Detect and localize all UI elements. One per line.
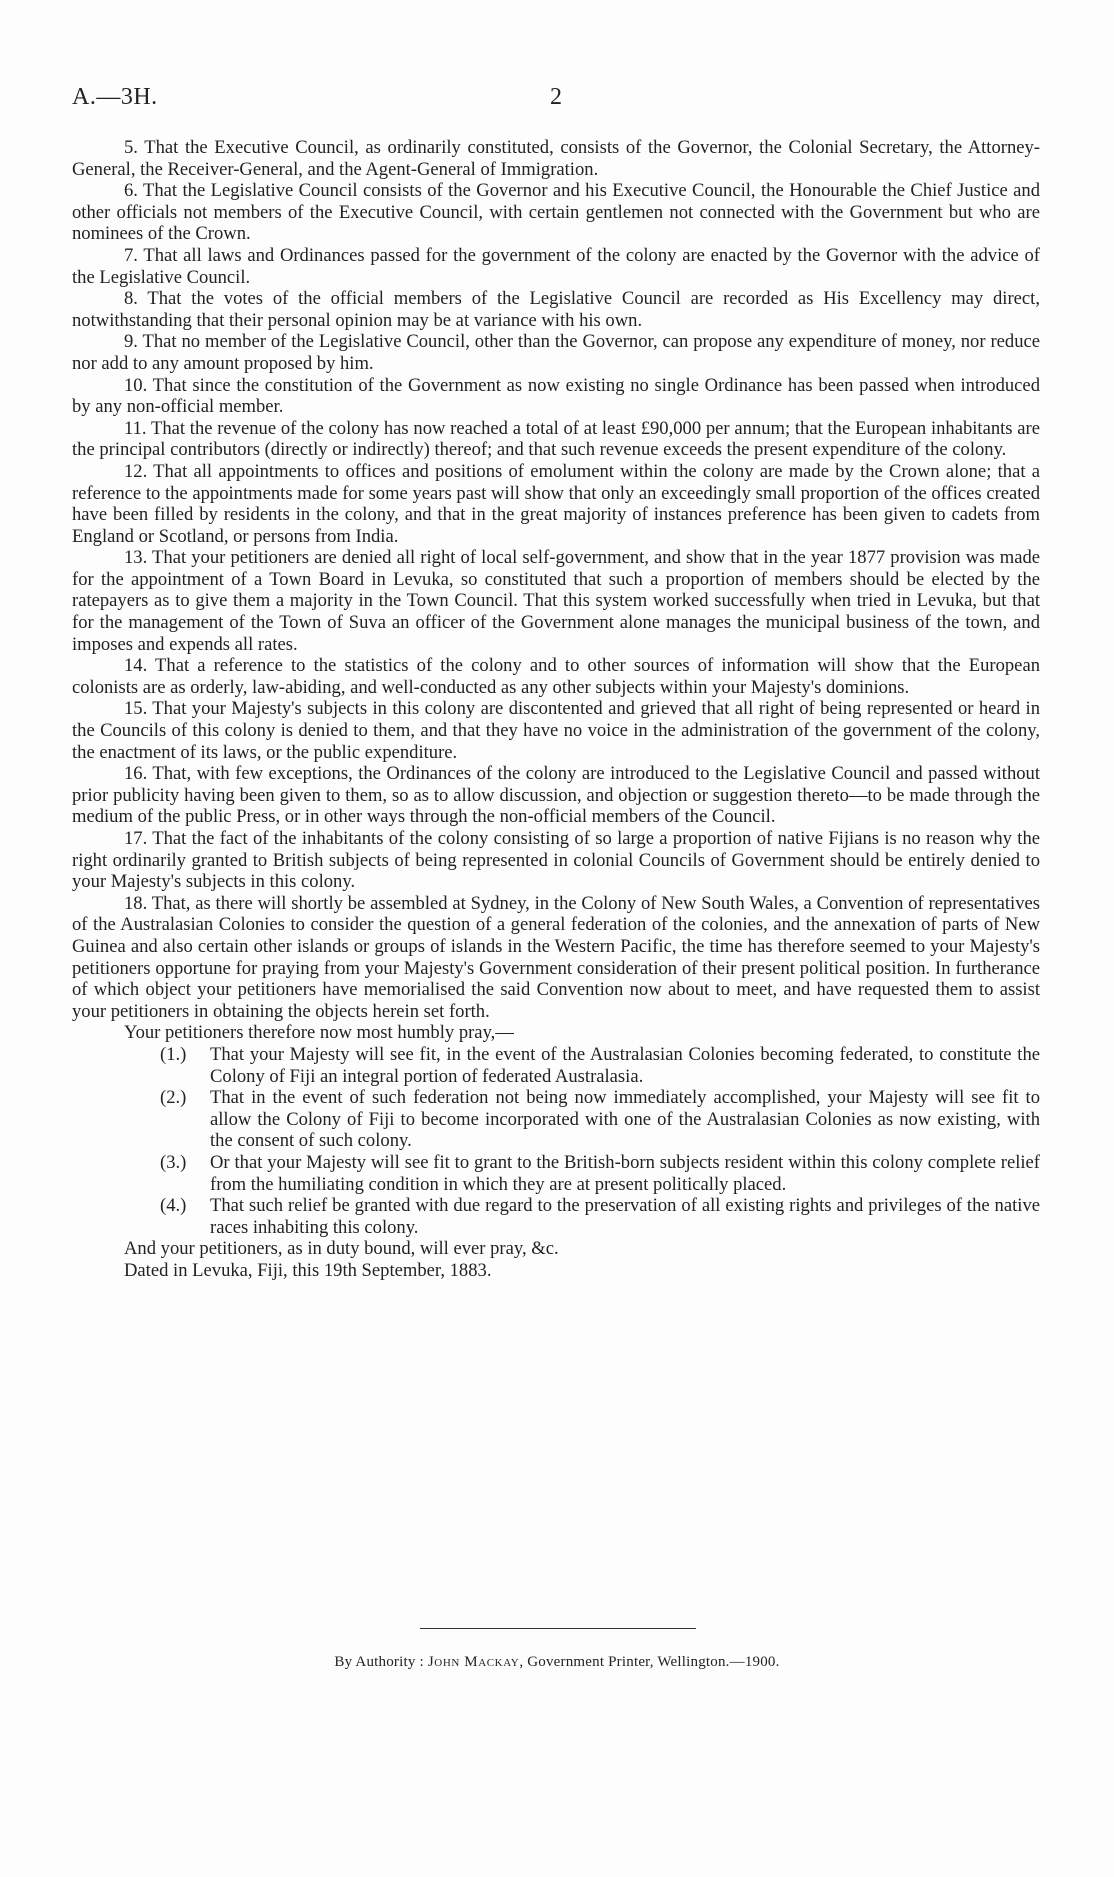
closing-line: And your petitioners, as in duty bound, will ever pray, &c.	[124, 1238, 559, 1260]
paragraph-16: 16. That, with few exceptions, the Ordinances of the colony are introduced to the Legislative Council and passed without prior publicity having been given to them, so as to allow discussion, and objection or suggestion thereto—to be made through the medium of the public Press, or in other ways through the non-official members of the Council.	[72, 763, 1040, 828]
paragraph-9: 9. That no member of the Legislative Council, other than the Governor, can propose any expenditure of money, nor reduce nor add to any amount proposed by him.	[72, 331, 1040, 374]
prayer-item	[160, 1087, 1040, 1152]
prayer-text: That such relief be granted with due regard to the preservation of all existing rights and privileges of the native races inhabiting this colony.	[210, 1195, 1040, 1238]
imprint-suffix: , Government Printer, Wellington.—1900.	[519, 1654, 780, 1670]
footer-divider	[420, 1628, 696, 1629]
dated-line: Dated in Levuka, Fiji, this 19th September, 1883.	[124, 1259, 492, 1281]
paragraph-14: 14. That a reference to the statistics of the colony and to other sources of information will show that the European colonists are as orderly, law-abiding, and well-conducted as any other subjects within your Majesty's dominions.	[72, 655, 1040, 698]
paragraph-7: 7. That all laws and Ordinances passed for the government of the colony are enacted by the Governor with the advice of the Legislative Council.	[72, 244, 1040, 288]
paragraph-15: 15. That your Majesty's subjects in this colony are discontented and grieved that all right of being represented or heard in the Councils of this colony is denied to them, and that they have no voice in the administration of the government of the colony, the enactment of its laws, or the public expenditure.	[72, 698, 1040, 763]
paragraph-8: 8. That the votes of the official members of the Legislative Council are recorded as His Excellency may direct, notwithstanding that their personal opinion may be at variance with his own.	[72, 288, 1040, 331]
prayer-text: That in the event of such federation not being now immediately accomplished, your Majesty will see fit to allow the Colony of Fiji to become incorporated with one of the Australasian Colonies as now existing, with the consent of such colony.	[210, 1087, 1040, 1152]
prayer-number: (3.)	[160, 1151, 187, 1173]
printer-name: John Mackay	[427, 1654, 520, 1670]
petition-body	[72, 137, 1040, 1281]
running-head	[72, 83, 1040, 111]
paper-id: A.—3H.	[72, 84, 158, 110]
paragraph-10: 10. That since the constitution of the Government as now existing no single Ordinance has been passed when introduced by any non-official member.	[72, 374, 1040, 418]
paragraph-5: 5. That the Executive Council, as ordinarily constituted, consists of the Governor, the Colonial Secretary, the Attorney-General, the Receiver-General, and the Agent-General of Immigration.	[72, 137, 1040, 180]
prayer-item	[160, 1195, 1040, 1238]
prayer-number: (4.)	[160, 1195, 187, 1217]
prayer-item	[160, 1044, 1040, 1087]
prayer-item	[160, 1152, 1040, 1195]
prayer-number: (2.)	[160, 1087, 187, 1109]
imprint-prefix: By Authority :	[334, 1654, 424, 1670]
page-number: 2	[550, 84, 562, 110]
prayer-intro: Your petitioners therefore now most humbly pray,—	[124, 1022, 514, 1044]
paragraph-18: 18. That, as there will shortly be assembled at Sydney, in the Colony of New South Wales, a Convention of representatives of the Australasian Colonies to consider the question of a general federation of the colonies, and the annexation of parts of New Guinea and also certain other islands or groups of islands in the Western Pacific, the time has therefore seemed to your Majesty's petitioners opportune for praying from your Majesty's Government consideration of their present political position. In furtherance of which object your petitioners have memorialised the said Convention now about to meet, and have requested them to assist your petitioners in obtaining the objects herein set forth.	[72, 892, 1040, 1022]
prayer-number: (1.)	[160, 1043, 187, 1065]
paragraph-12: 12. That all appointments to offices and positions of emolument within the colony are made by the Crown alone; that a reference to the appointments made for some years past will show that only an exceedingly small proportion of the offices created have been filled by residents in the colony, and that in the great majority of instances preference has been given to cadets from England or Scotland, or persons from India.	[72, 460, 1040, 547]
paragraph-11: 11. That the revenue of the colony has now reached a total of at least £90,000 per annum; that the European inhabitants are the principal contributors (directly or indirectly) thereof; and that such revenue exceeds the present expenditure of the colony.	[72, 417, 1040, 461]
paragraph-17: 17. That the fact of the inhabitants of the colony consisting of so large a proportion of native Fijians is no reason why the right ordinarily granted to British subjects of being represented in colonial Councils of Government should be entirely denied to your Majesty's subjects in this colony.	[72, 828, 1040, 893]
paragraph-13: 13. That your petitioners are denied all right of local self-government, and show that in the year 1877 provision was made for the appointment of a Town Board in Levuka, so constituted that such a proportion of members should be elected by the ratepayers as to give them a majority in the Town Council. That this system worked successfully when tried in Levuka, but that for the management of the Town of Suva an officer of the Government alone manages the municipal business of the town, and imposes and expends all rates.	[72, 547, 1040, 655]
paragraph-6: 6. That the Legislative Council consists of the Governor and his Executive Council, the Honourable the Chief Justice and other officials not members of the Executive Council, with certain gentlemen not connected with the Government but who are nominees of the Crown.	[72, 180, 1040, 245]
prayer-text: Or that your Majesty will see fit to grant to the British-born subjects resident within this colony complete relief from the humiliating condition in which they are at present politically placed.	[210, 1151, 1040, 1195]
prayer-list	[72, 1044, 1040, 1238]
prayer-text: That your Majesty will see fit, in the event of the Australasian Colonies becoming federated, to constitute the Colony of Fiji an integral portion of federated Australasia.	[210, 1043, 1040, 1087]
printer-imprint	[0, 1653, 1114, 1671]
